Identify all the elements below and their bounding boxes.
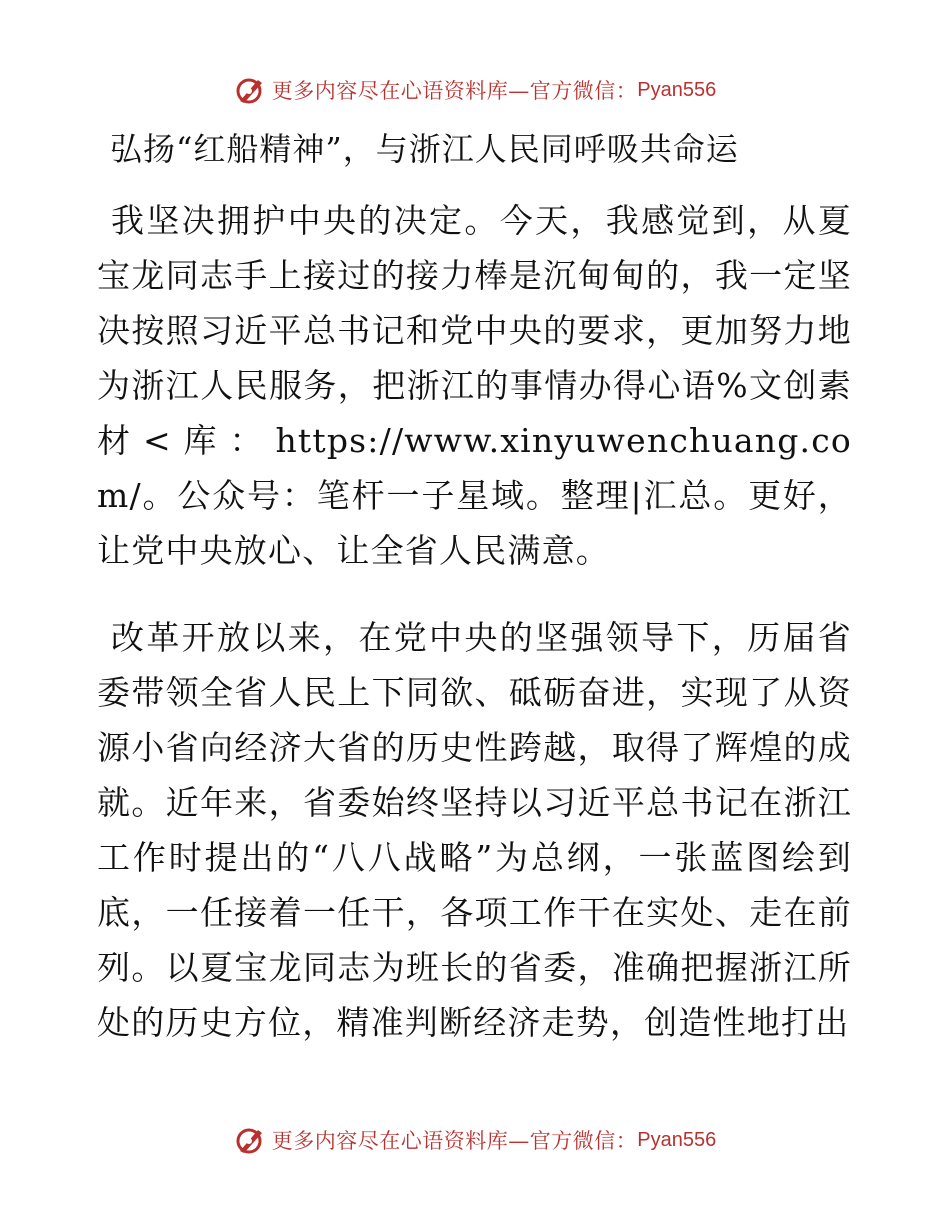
- pen-logo-icon: [234, 1124, 266, 1156]
- header-banner-text: 更多内容尽在心语资料库—官方微信：: [271, 79, 638, 103]
- footer-banner: [0, 1120, 950, 1160]
- document-title: 弘扬“红船精神”，与浙江人民同呼吸共命运: [110, 130, 739, 168]
- paragraph-1: 我坚决拥护中央的决定。今天，我感觉到，从夏宝龙同志手上接过的接力棒是沉甸甸的，我一定坚决按照习近平总书记和党中央的要求，更加努力地为浙江人民服务，把浙江的事情办得心语%文创素材<库：https://www.xinyuwenchuang.com/。公众号：笔杆一子星域。整理|汇总。更好，让党中央放心、让全省人民满意。: [97, 201, 852, 570]
- footer-banner-text: 更多内容尽在心语资料库—官方微信：: [271, 1129, 638, 1153]
- header-banner-wechat-id: Pyan556: [637, 78, 717, 101]
- paragraph-2: 改革开放以来，在党中央的坚强领导下，历届省委带领全省人民上下同欲、砥砺奋进，实现了从资源小省向经济大省的历史性跨越，取得了辉煌的成就。近年来，省委始终坚持以习近平总书记在浙江工作时提出的“八八战略”为总纲，一张蓝图绘到底，一任接着一任干，各项工作干在实处、走在前列。以夏宝龙同志为班长的省委，准确把握浙江所处的历史方位，精准判断经济走势，创造性地打出: [97, 618, 852, 1042]
- footer-banner-wechat-id: Pyan556: [637, 1128, 717, 1151]
- document-body: [97, 193, 852, 1082]
- pen-logo-icon: [234, 74, 266, 106]
- header-banner: [0, 70, 950, 110]
